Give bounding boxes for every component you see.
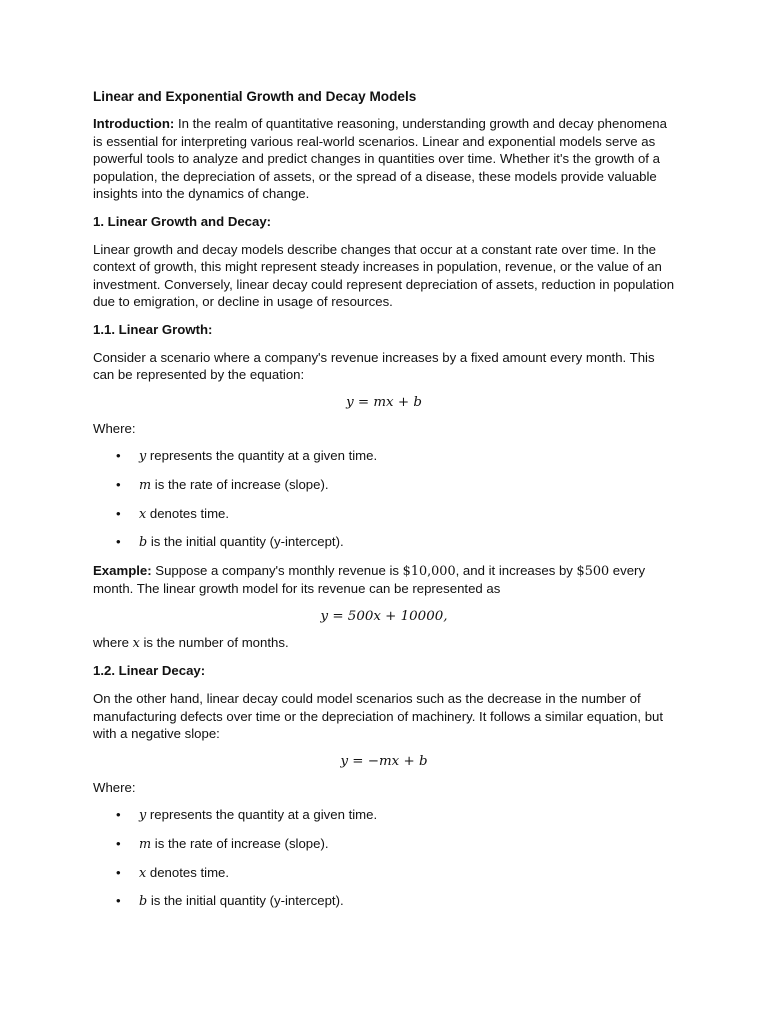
variable-symbol: y	[139, 808, 147, 824]
list-item	[93, 533, 675, 552]
list-item	[93, 476, 675, 495]
variable-description: represents the quantity at a given time.	[146, 807, 378, 823]
example-paragraph	[93, 562, 675, 598]
list-item	[93, 835, 675, 854]
variable-description: is the initial quantity (y-intercept).	[147, 893, 344, 909]
example-amount-increase: $500	[576, 563, 610, 579]
section-1-2-paragraph: On the other hand, linear decay could model scenarios such as the decrease in the number of manufacturing defects over time or the depreciation of machinery. It follows a similar equation, but with a negative slope:	[93, 691, 664, 742]
variable-symbol: m	[139, 837, 152, 853]
bullet-icon: •	[116, 836, 121, 852]
variable-symbol: x	[139, 506, 147, 522]
example-note-text-2: is the number of months.	[139, 634, 289, 650]
variable-symbol: y	[139, 449, 147, 465]
section-1-1-where: Where:	[93, 420, 136, 436]
variable-description: is the rate of increase (slope).	[151, 836, 329, 852]
section-1-heading: 1. Linear Growth and Decay:	[93, 213, 272, 229]
example-equation: y = 500x + 10000,	[320, 608, 448, 624]
example-note	[93, 634, 675, 653]
bullet-icon: •	[116, 534, 121, 550]
intro-paragraph	[93, 115, 675, 203]
section-1-1-heading: 1.1. Linear Growth:	[93, 321, 213, 337]
list-item	[93, 447, 675, 466]
variable-description: is the rate of increase (slope).	[151, 476, 329, 492]
section-1-paragraph: Linear growth and decay models describe changes that occur at a constant rate over time. In the context of growth, this might represent steady increases in population, revenue, or the value of an investment. Conversely, linear decay could represent depreciation of assets, reduction in population due to emigration, or decline in usage of resources.	[93, 241, 675, 310]
section-1-1-variable-list	[93, 447, 675, 551]
section-1-2-heading: 1.2. Linear Decay:	[93, 663, 206, 679]
variable-symbol: b	[139, 535, 148, 551]
linear-growth-equation: y = mx + b	[346, 394, 422, 410]
bullet-icon: •	[116, 807, 121, 823]
document-title: Linear and Exponential Growth and Decay Models	[93, 89, 417, 104]
bullet-icon: •	[116, 893, 121, 909]
variable-description: is the initial quantity (y-intercept).	[147, 534, 344, 550]
example-text-3: every month. The linear growth model for its revenue can be represented as	[93, 562, 646, 597]
bullet-icon: •	[116, 864, 121, 880]
example-text-1: Suppose a company's monthly revenue is	[151, 562, 403, 578]
example-label: Example:	[93, 562, 152, 578]
list-item	[93, 806, 675, 825]
list-item	[93, 892, 675, 911]
variable-description: represents the quantity at a given time.	[146, 448, 378, 464]
bullet-icon: •	[116, 448, 121, 464]
section-1-2-variable-list	[93, 806, 675, 910]
variable-symbol: b	[139, 894, 148, 910]
intro-text: In the realm of quantitative reasoning, understanding growth and decay phenomena is essential for interpreting various real-world scenarios. Linear and exponential models serve as powerful tools to analyze and predict changes in quantities over time. Whether it's the growth of a population, the depreciation of assets, or the spread of a disease, these models provide valuable insights into the dynamics of change.	[93, 116, 667, 202]
example-note-variable: x	[132, 635, 140, 651]
bullet-icon: •	[116, 476, 121, 492]
variable-symbol: m	[139, 477, 152, 493]
intro-label: Introduction:	[93, 116, 175, 131]
list-item	[93, 505, 675, 524]
variable-symbol: x	[139, 865, 147, 881]
linear-decay-equation: y = −mx + b	[340, 753, 428, 769]
bullet-icon: •	[116, 505, 121, 521]
section-1-2-where: Where:	[93, 779, 136, 795]
list-item	[93, 864, 675, 883]
example-text-2: , and it increases by	[455, 562, 577, 578]
section-1-1-paragraph: Consider a scenario where a company's revenue increases by a fixed amount every month. This can be represented by the equation:	[93, 349, 655, 383]
example-amount-initial: $10,000	[402, 563, 456, 579]
example-note-text-1: where	[93, 634, 133, 650]
variable-description: denotes time.	[146, 864, 230, 880]
variable-description: denotes time.	[146, 505, 230, 521]
